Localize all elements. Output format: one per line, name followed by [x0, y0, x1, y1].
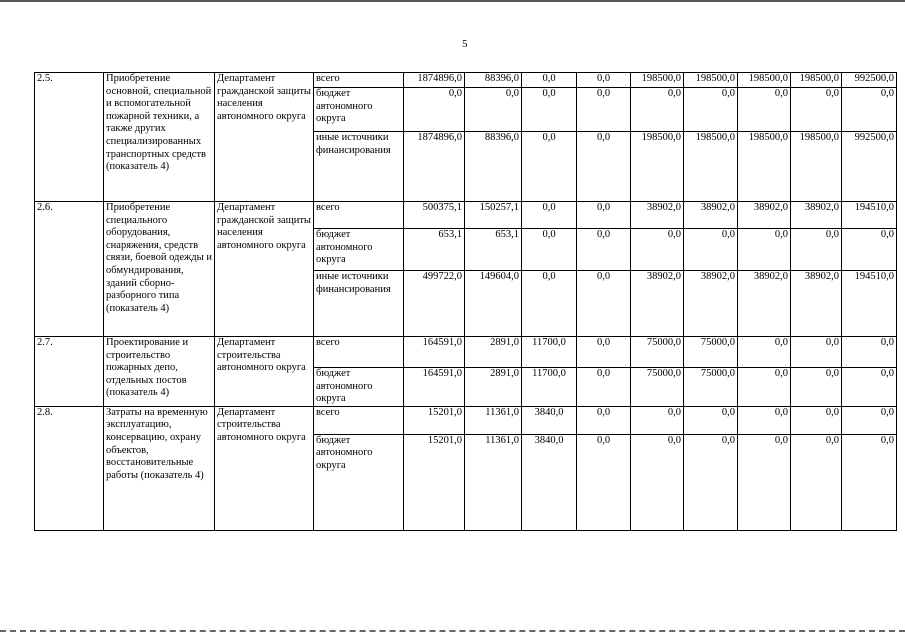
- scan-edge-top: [0, 0, 905, 5]
- amount-cell: 88396,0: [465, 132, 522, 202]
- amount-cell: 0,0: [631, 88, 684, 132]
- amount-cell: 38902,0: [738, 202, 791, 229]
- executor-cell: Департамент строительства автономного округа: [215, 337, 314, 407]
- amount-cell: 2891,0: [465, 368, 522, 407]
- amount-cell: 75000,0: [684, 337, 738, 368]
- amount-cell: 0,0: [465, 88, 522, 132]
- amount-cell: 0,0: [577, 368, 631, 407]
- amount-cell: 0,0: [577, 229, 631, 271]
- funding-source-cell: всего: [314, 202, 404, 229]
- amount-cell: 0,0: [738, 88, 791, 132]
- amount-cell: 11700,0: [522, 368, 577, 407]
- amount-cell: 0,0: [738, 406, 791, 434]
- amount-cell: 0,0: [631, 406, 684, 434]
- executor-cell: Департамент строительства автономного округа: [215, 406, 314, 530]
- amount-cell: 992500,0: [842, 132, 897, 202]
- amount-cell: 0,0: [791, 88, 842, 132]
- amount-cell: 1874896,0: [404, 73, 465, 88]
- amount-cell: 0,0: [791, 337, 842, 368]
- amount-cell: 75000,0: [631, 337, 684, 368]
- amount-cell: 88396,0: [465, 73, 522, 88]
- budget-table: [34, 72, 897, 531]
- amount-cell: 38902,0: [631, 202, 684, 229]
- amount-cell: 0,0: [842, 406, 897, 434]
- amount-cell: 38902,0: [791, 202, 842, 229]
- amount-cell: 38902,0: [738, 271, 791, 337]
- amount-cell: 164591,0: [404, 368, 465, 407]
- amount-cell: 194510,0: [842, 202, 897, 229]
- amount-cell: 0,0: [577, 73, 631, 88]
- table-row: [35, 202, 897, 229]
- executor-cell: Департамент гражданской защиты населения автономного округа: [215, 73, 314, 202]
- amount-cell: 0,0: [404, 88, 465, 132]
- amount-cell: 0,0: [842, 229, 897, 271]
- amount-cell: 11361,0: [465, 434, 522, 530]
- page-number: 5: [462, 38, 468, 50]
- funding-source-cell: бюджет автономного округа: [314, 229, 404, 271]
- amount-cell: 1874896,0: [404, 132, 465, 202]
- amount-cell: 500375,1: [404, 202, 465, 229]
- amount-cell: 0,0: [684, 88, 738, 132]
- amount-cell: 0,0: [522, 271, 577, 337]
- amount-cell: 0,0: [791, 368, 842, 407]
- amount-cell: 11700,0: [522, 337, 577, 368]
- scan-edge-bottom: [0, 630, 905, 640]
- executor-cell: Департамент гражданской защиты населения автономного округа: [215, 202, 314, 337]
- amount-cell: 150257,1: [465, 202, 522, 229]
- amount-cell: 198500,0: [684, 73, 738, 88]
- funding-source-cell: иные источники финансирования: [314, 271, 404, 337]
- amount-cell: 0,0: [631, 434, 684, 530]
- amount-cell: 3840,0: [522, 434, 577, 530]
- amount-cell: 0,0: [577, 271, 631, 337]
- funding-source-cell: бюджет автономного округа: [314, 88, 404, 132]
- amount-cell: 0,0: [522, 88, 577, 132]
- amount-cell: 38902,0: [684, 202, 738, 229]
- amount-cell: 0,0: [791, 229, 842, 271]
- amount-cell: 0,0: [577, 132, 631, 202]
- amount-cell: 0,0: [577, 406, 631, 434]
- row-number-cell: 2.8.: [35, 406, 104, 530]
- amount-cell: 0,0: [684, 434, 738, 530]
- measure-name-cell: Проектирование и строительство пожарных депо, отдельных постов (показатель 4): [104, 337, 215, 407]
- amount-cell: 38902,0: [684, 271, 738, 337]
- amount-cell: 0,0: [522, 202, 577, 229]
- amount-cell: 194510,0: [842, 271, 897, 337]
- amount-cell: 11361,0: [465, 406, 522, 434]
- amount-cell: 198500,0: [791, 73, 842, 88]
- measure-name-cell: Приобретение специального оборудования, снаряжения, средств связи, боевой одежды и обмундирования, зданий сборно-разборного типа (показатель 4): [104, 202, 215, 337]
- amount-cell: 0,0: [522, 73, 577, 88]
- measure-name-cell: Затраты на временную эксплуатацию, консервацию, охрану объектов, восстановительные работы (показатель 4): [104, 406, 215, 530]
- amount-cell: 198500,0: [631, 132, 684, 202]
- amount-cell: 164591,0: [404, 337, 465, 368]
- amount-cell: 38902,0: [791, 271, 842, 337]
- amount-cell: 0,0: [791, 434, 842, 530]
- amount-cell: 0,0: [738, 337, 791, 368]
- amount-cell: 653,1: [465, 229, 522, 271]
- amount-cell: 0,0: [577, 88, 631, 132]
- amount-cell: 0,0: [842, 434, 897, 530]
- funding-source-cell: всего: [314, 406, 404, 434]
- amount-cell: 149604,0: [465, 271, 522, 337]
- amount-cell: 0,0: [842, 368, 897, 407]
- amount-cell: 75000,0: [684, 368, 738, 407]
- amount-cell: 198500,0: [791, 132, 842, 202]
- amount-cell: 0,0: [738, 368, 791, 407]
- amount-cell: 0,0: [842, 88, 897, 132]
- amount-cell: 2891,0: [465, 337, 522, 368]
- amount-cell: 0,0: [684, 406, 738, 434]
- amount-cell: 0,0: [738, 434, 791, 530]
- table-row: [35, 406, 897, 434]
- funding-source-cell: иные источники финансирования: [314, 132, 404, 202]
- amount-cell: 0,0: [738, 229, 791, 271]
- amount-cell: 0,0: [522, 132, 577, 202]
- amount-cell: 15201,0: [404, 434, 465, 530]
- amount-cell: 0,0: [522, 229, 577, 271]
- amount-cell: 0,0: [577, 337, 631, 368]
- amount-cell: 0,0: [577, 434, 631, 530]
- table-row: [35, 337, 897, 368]
- table-row: [35, 73, 897, 88]
- amount-cell: 0,0: [631, 229, 684, 271]
- amount-cell: 198500,0: [631, 73, 684, 88]
- amount-cell: 992500,0: [842, 73, 897, 88]
- amount-cell: 75000,0: [631, 368, 684, 407]
- row-number-cell: 2.7.: [35, 337, 104, 407]
- funding-source-cell: бюджет автономного округа: [314, 368, 404, 407]
- amount-cell: 3840,0: [522, 406, 577, 434]
- row-number-cell: 2.6.: [35, 202, 104, 337]
- amount-cell: 499722,0: [404, 271, 465, 337]
- amount-cell: 15201,0: [404, 406, 465, 434]
- funding-source-cell: бюджет автономного округа: [314, 434, 404, 530]
- amount-cell: 38902,0: [631, 271, 684, 337]
- amount-cell: 198500,0: [738, 73, 791, 88]
- amount-cell: 0,0: [684, 229, 738, 271]
- amount-cell: 653,1: [404, 229, 465, 271]
- funding-source-cell: всего: [314, 73, 404, 88]
- measure-name-cell: Приобретение основной, специальной и вспомогательной пожарной техники, а также других специализированных транспортных средств (показатель 4): [104, 73, 215, 202]
- amount-cell: 0,0: [577, 202, 631, 229]
- amount-cell: 0,0: [791, 406, 842, 434]
- amount-cell: 0,0: [842, 337, 897, 368]
- amount-cell: 198500,0: [738, 132, 791, 202]
- row-number-cell: 2.5.: [35, 73, 104, 202]
- funding-source-cell: всего: [314, 337, 404, 368]
- amount-cell: 198500,0: [684, 132, 738, 202]
